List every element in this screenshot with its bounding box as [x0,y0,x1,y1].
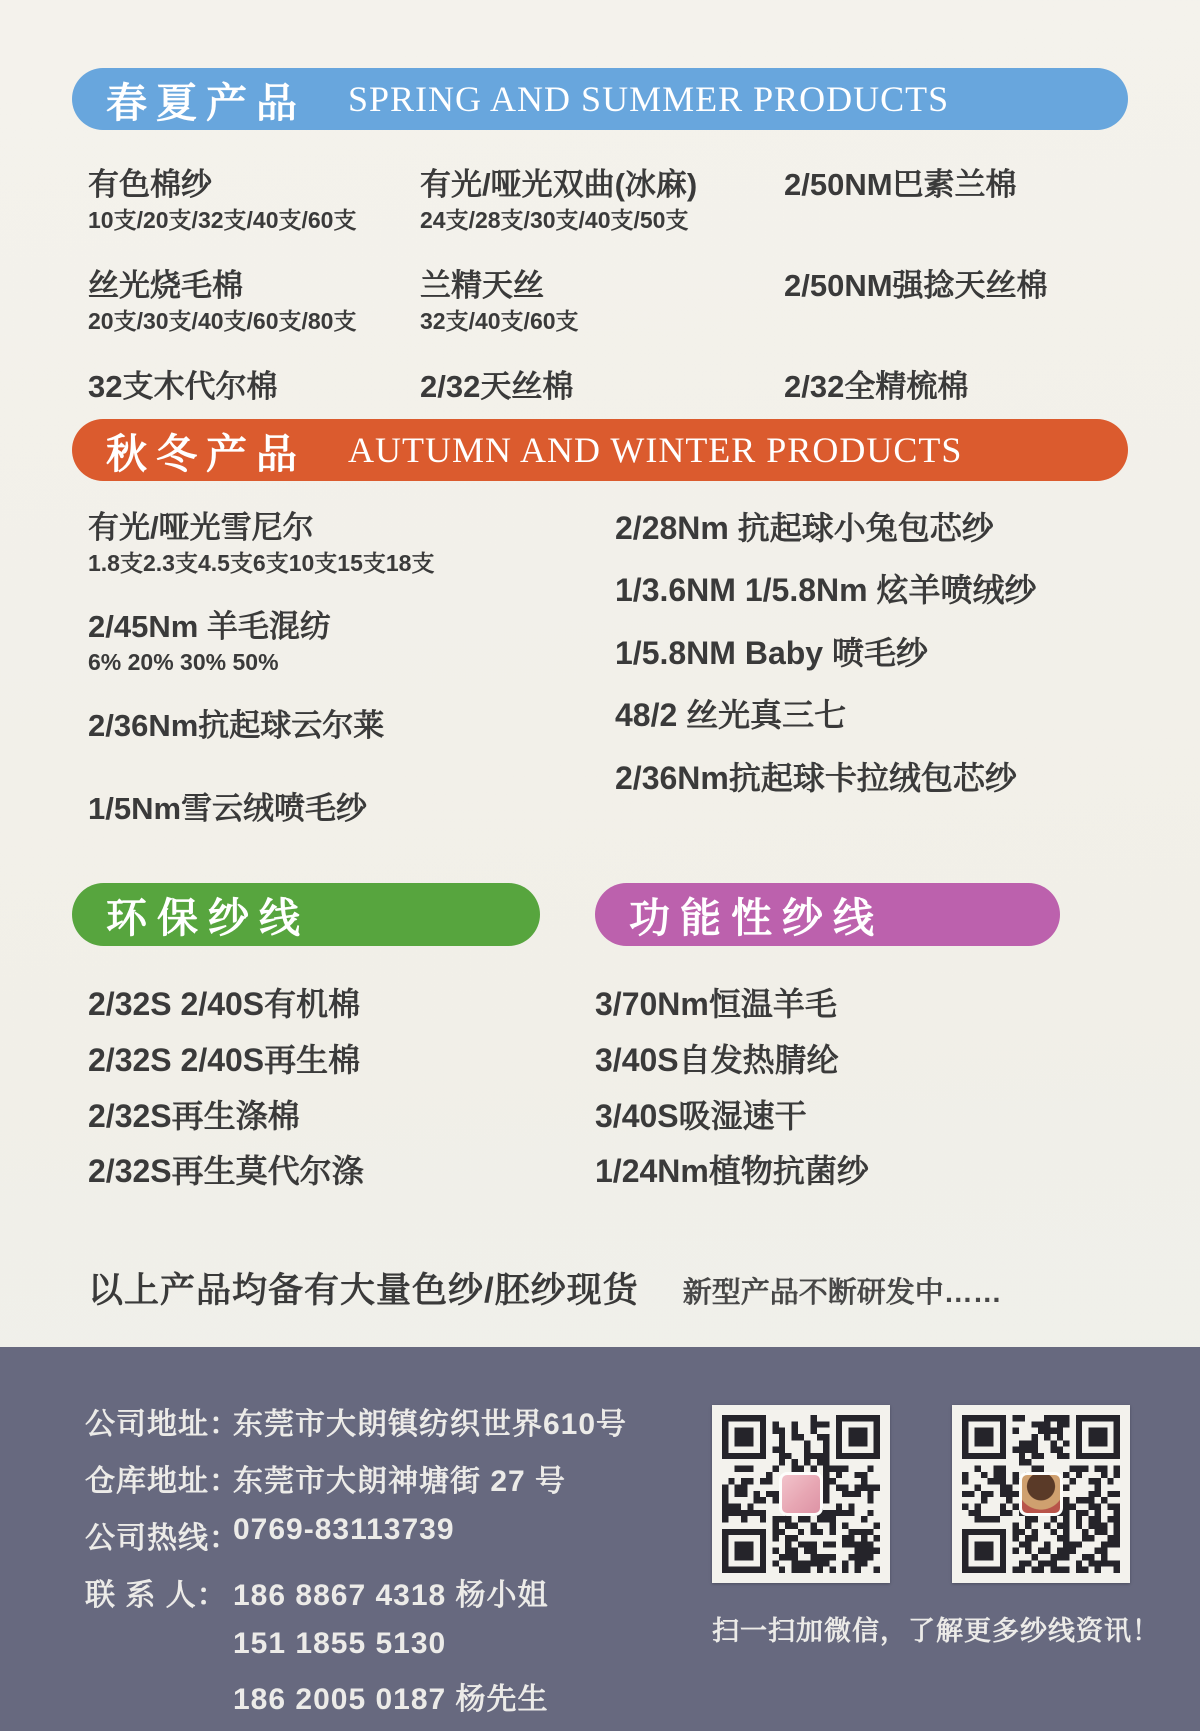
spring-summer-title-en: SPRING AND SUMMER PRODUCTS [348,79,950,119]
spring-products-grid [88,166,1128,405]
product-item [784,368,1128,405]
autumn-winter-banner [72,419,1128,481]
contact-footer [0,1347,1200,1731]
product-item [88,368,420,405]
product-name: 1/5Nm雪云绒喷毛纱 [88,791,368,827]
contact-label: 联 系 人： [85,1578,228,1612]
wechat-qr-area [712,1405,1160,1731]
product-spec: 24支/28支/30支/40支/50支 [420,207,689,234]
product-name: 48/2 丝光真三七 [615,697,847,734]
contact-row [85,1456,712,1500]
contact-row [85,1674,712,1718]
product-item [88,707,615,744]
availability-statement-sub: 新型产品不断研发中…… [682,1276,1002,1309]
contact-label: 仓库地址： [85,1464,240,1498]
product-item [88,166,420,235]
product-item [420,368,784,405]
contact-value: 151 1855 5130 [233,1626,447,1660]
qr-scan-caption: 扫一扫加微信，了解更多纱线资讯！ [712,1615,1160,1646]
autumn-left-column [88,509,615,827]
eco-products-column [88,984,595,1206]
product-spec: 1.8支2.3支4.5支6支10支15支18支 [88,550,435,577]
contact-value: 0769-83113739 [233,1512,455,1546]
availability-statement [88,1263,1128,1313]
product-spec: 32支/40支/60支 [420,308,579,335]
contact-row [85,1399,712,1443]
product-name: 2/36Nm抗起球云尔莱 [88,707,385,743]
product-name: 2/50NM强捻天丝棉 [784,267,1048,303]
product-name: 3/40S吸湿速干 [595,1097,807,1134]
product-name: 32支木代尔棉 [88,368,278,404]
product-name: 兰精天丝 [420,267,544,303]
product-name: 2/32S 2/40S再生棉 [88,1041,361,1078]
contact-value: 186 2005 0187 杨先生 [233,1682,549,1716]
product-name: 3/40S自发热腈纶 [595,1041,839,1078]
contact-row [85,1570,712,1614]
product-name: 3/70Nm恒温羊毛 [595,986,837,1023]
product-name: 2/32S再生涤棉 [88,1097,300,1134]
functional-yarn-banner [595,883,1060,946]
functional-yarn-title: 功能性纱线 [629,895,884,942]
product-name: 2/50NM巴素兰棉 [784,167,1017,202]
spring-summer-banner [72,68,1128,130]
product-item [784,166,1128,235]
contact-lines [85,1399,712,1731]
qr-center-avatar-yarn-icon [779,1472,823,1516]
contact-label [85,1674,233,1718]
category-banners-row [72,883,1128,946]
qr-row [712,1405,1130,1583]
product-item [88,267,420,336]
spring-summer-title-zh: 春夏产品 [106,79,306,126]
contact-value: 东莞市大朗神塘街 27 号 [233,1464,567,1498]
eco-yarn-banner [72,883,540,946]
product-item [88,790,615,827]
product-item [88,608,615,677]
product-item [420,267,784,336]
functional-products-column [595,984,1128,1206]
product-spec: 10支/20支/32支/40支/60支 [88,207,357,234]
contact-label: 公司地址： [85,1407,240,1441]
contact-label: 公司热线： [85,1521,240,1555]
product-name: 2/36Nm抗起球卡拉绒包芯纱 [615,759,1017,796]
autumn-winter-title-en: AUTUMN AND WINTER PRODUCTS [348,430,963,471]
autumn-right-column [615,509,1128,827]
product-item [784,267,1128,336]
contact-row [85,1627,712,1661]
contact-value: 东莞市大朗镇纺织世界610号 [233,1407,628,1441]
availability-statement-main: 以上产品均备有大量色纱/胚纱现货 [88,1270,639,1310]
product-spec: 20支/30支/40支/60支/80支 [88,308,357,335]
product-name: 2/32S 2/40S有机棉 [88,986,361,1023]
product-name: 2/28Nm 抗起球小兔包芯纱 [615,510,994,547]
contact-label [85,1627,233,1661]
product-name: 1/3.6NM 1/5.8Nm 炫羊喷绒纱 [615,572,1037,609]
product-spec: 6% 20% 30% 50% [88,649,279,676]
contact-value: 186 8867 4318 杨小姐 [233,1578,549,1612]
product-name: 2/32S再生莫代尔涤 [88,1153,364,1190]
product-name: 丝光烧毛棉 [88,267,243,303]
autumn-products-grid [88,509,1128,827]
product-name: 1/5.8NM Baby 喷毛纱 [615,634,928,671]
product-name: 2/32天丝棉 [420,368,574,404]
product-item [88,509,615,578]
contact-row [85,1513,712,1557]
wechat-qr-code-1 [712,1405,890,1583]
product-name: 有色棉纱 [88,167,212,202]
autumn-winter-title-zh: 秋冬产品 [106,430,306,477]
product-item [420,166,784,235]
product-name: 2/45Nm 羊毛混纺 [88,609,331,644]
qr-center-avatar-girl-icon [1019,1472,1063,1516]
eco-functional-grid [88,984,1128,1206]
eco-yarn-title: 环保纱线 [106,895,310,942]
product-name: 有光/哑光雪尼尔 [88,510,314,546]
product-name: 有光/哑光双曲(冰麻) [420,167,698,202]
wechat-qr-code-2 [952,1405,1130,1583]
product-name: 2/32全精梳棉 [784,368,969,404]
product-name: 1/24Nm植物抗菌纱 [595,1153,869,1190]
